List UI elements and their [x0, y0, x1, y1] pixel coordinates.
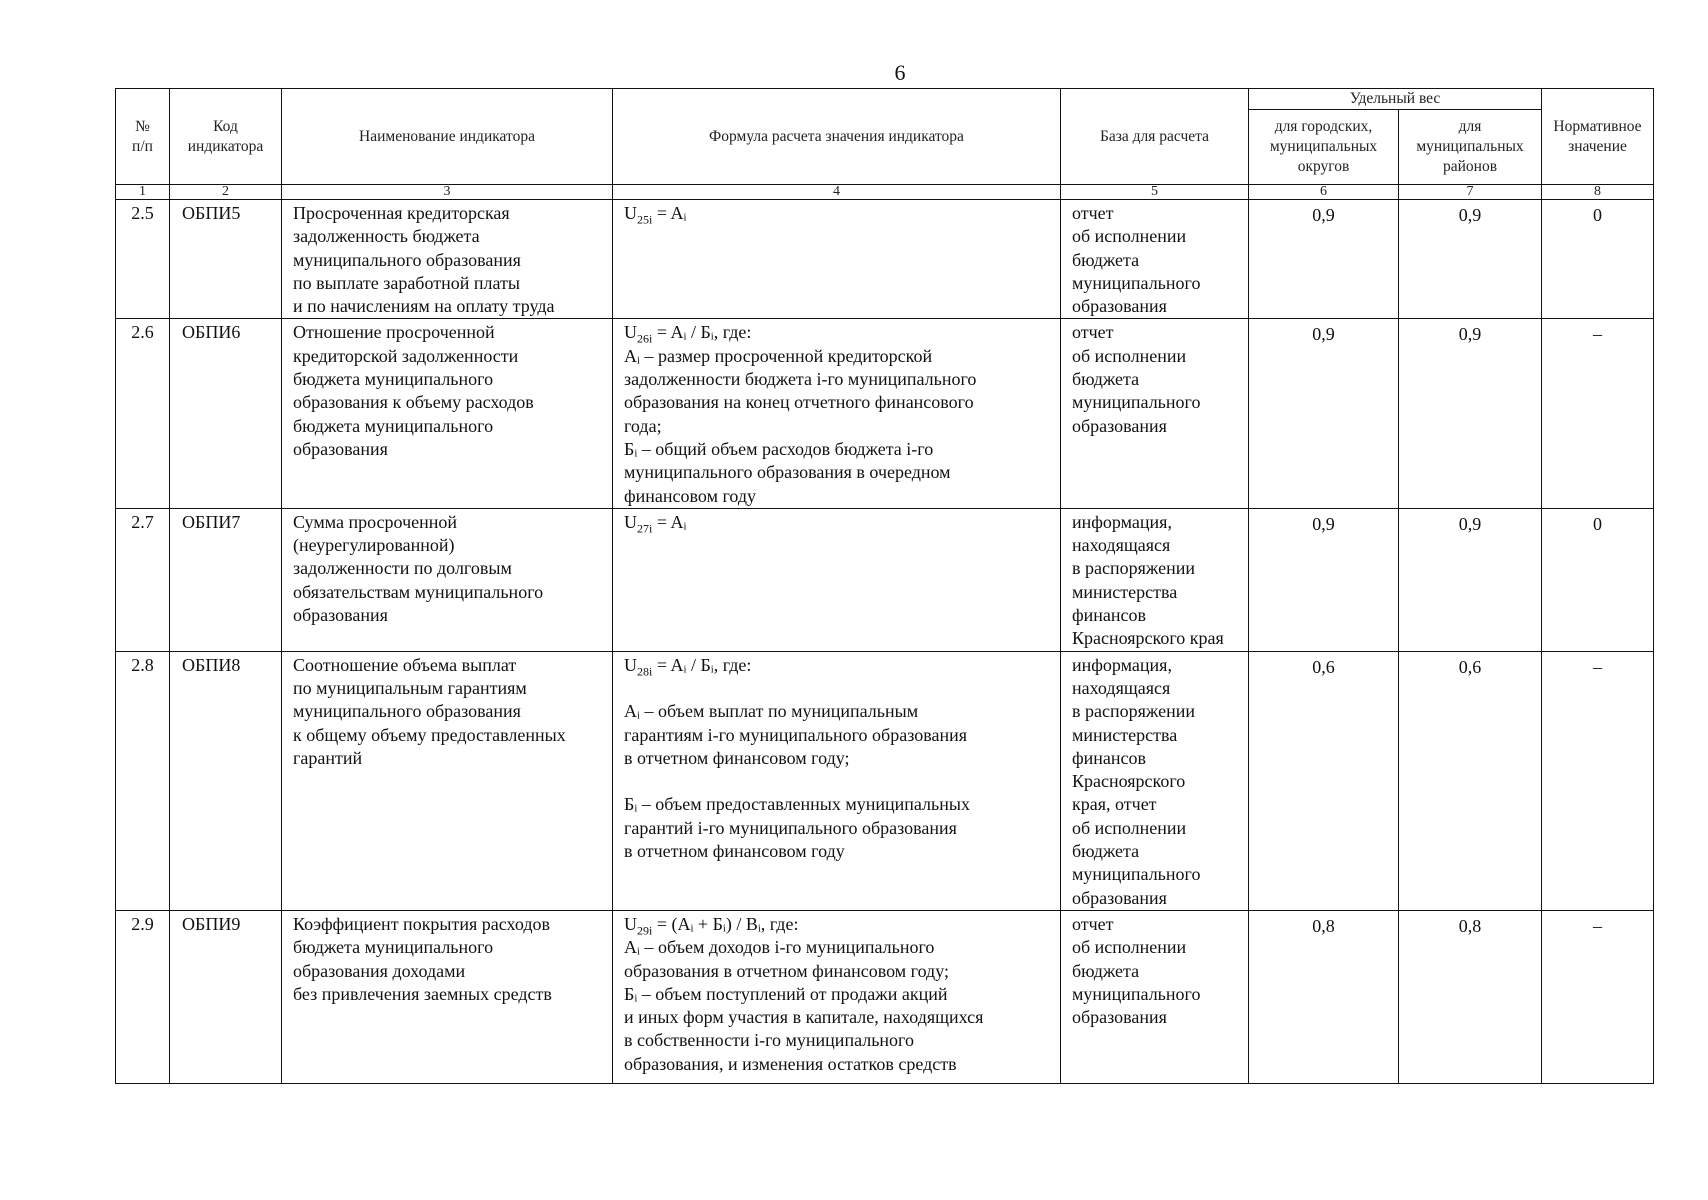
header-weight-urban — [1249, 110, 1399, 185]
table-row — [116, 200, 1654, 319]
text-line: муниципального образования — [293, 701, 521, 722]
text-line: отчет — [1072, 203, 1114, 223]
text-line: образования — [293, 605, 388, 626]
header-code — [170, 89, 282, 185]
text-line: бюджета — [1072, 841, 1140, 862]
text-line: значение — [1568, 137, 1627, 155]
text-line: для городских, — [1274, 118, 1373, 135]
indicator-code: ОБПИ5 — [170, 200, 282, 319]
calculation-base — [1061, 508, 1249, 651]
calculation-base — [1061, 651, 1249, 910]
text-line: Бᵢ – объем поступлений от продажи акций — [624, 983, 948, 1004]
formula-expression — [624, 511, 1056, 534]
text-line: муниципального — [1072, 983, 1201, 1004]
text-line: об исполнении — [1072, 226, 1187, 247]
text-line: гарантиям i-го муниципального образования — [624, 724, 968, 745]
column-number: 1 — [116, 185, 170, 200]
calculation-base — [1061, 910, 1249, 1083]
text-line: образования к объему расходов — [293, 392, 534, 413]
row-number: 2.9 — [116, 910, 170, 1083]
text-line: находящаяся — [1072, 535, 1171, 556]
text-line: министерства — [1072, 724, 1178, 745]
text-line: образования — [1072, 1007, 1167, 1028]
text-line: задолженности бюджета i-го муниципального — [624, 369, 977, 390]
formula-subscript: 26i — [637, 332, 653, 347]
text-line: образования, и изменения остатков средств — [624, 1053, 957, 1074]
text-line: гарантий — [293, 747, 363, 768]
table-row — [116, 651, 1654, 910]
formula-symbol: U — [624, 511, 637, 532]
text-line: в отчетном финансовом году; — [624, 747, 850, 768]
text-line: районов — [1442, 158, 1498, 175]
normative-value: – — [1542, 651, 1654, 910]
formula-rest: = Aᵢ — [652, 203, 687, 223]
text-line: информация, — [1072, 511, 1172, 532]
text-line: образования доходами — [293, 960, 466, 981]
weight-municipal-value: 0,9 — [1399, 200, 1542, 319]
formula-symbol: U — [624, 654, 637, 675]
column-number-row — [116, 185, 1654, 200]
text-line: Код — [213, 117, 238, 135]
weight-urban-value: 0,9 — [1249, 200, 1399, 319]
text-line: Бᵢ – общий объем расходов бюджета i-го — [624, 438, 934, 459]
indicator-code: ОБПИ7 — [170, 508, 282, 651]
weight-urban-value: 0,8 — [1249, 910, 1399, 1083]
formula-expression — [624, 202, 1056, 225]
weight-municipal-value: 0,6 — [1399, 651, 1542, 910]
header-weight-municipal — [1399, 110, 1542, 185]
indicator-name — [282, 319, 613, 508]
text-line: образования — [1072, 415, 1167, 436]
text-line: муниципальных — [1416, 138, 1524, 155]
text-line: в собственности i-го муниципального — [624, 1030, 914, 1051]
indicator-code: ОБПИ9 — [170, 910, 282, 1083]
text-line: № — [135, 117, 150, 135]
weight-municipal-value: 0,9 — [1399, 319, 1542, 508]
column-number: 7 — [1399, 185, 1542, 200]
text-line: и иных форм участия в капитале, находящихся — [624, 1007, 984, 1028]
text-line: обязательствам муниципального — [293, 581, 544, 602]
formula-subscript: 25i — [637, 212, 653, 227]
text-line: об исполнении — [1072, 817, 1187, 838]
text-line: муниципального — [1072, 864, 1201, 885]
text-line: Соотношение объема выплат — [293, 654, 517, 675]
header-num — [116, 89, 170, 185]
indicator-formula — [613, 910, 1061, 1083]
weight-municipal-value: 0,8 — [1399, 910, 1542, 1083]
formula-rest: = (Aᵢ + Бᵢ) / Bᵢ, где: — [652, 913, 799, 934]
weight-urban-value: 0,6 — [1249, 651, 1399, 910]
text-line: министерства — [1072, 581, 1178, 602]
formula-subscript: 29i — [637, 923, 653, 938]
text-line: об исполнении — [1072, 345, 1187, 366]
page-number: 6 — [894, 60, 906, 85]
formula-symbol: U — [624, 322, 637, 343]
formula-symbol: U — [624, 913, 637, 934]
indicator-formula — [613, 200, 1061, 319]
row-number: 2.6 — [116, 319, 170, 508]
weight-urban-value: 0,9 — [1249, 319, 1399, 508]
column-number: 4 — [613, 185, 1061, 200]
indicator-name — [282, 508, 613, 651]
indicators-table — [115, 88, 1654, 1084]
normative-value: 0 — [1542, 508, 1654, 651]
text-line: финансов — [1072, 605, 1147, 626]
formula-rest: = Aᵢ — [652, 511, 687, 532]
column-number: 8 — [1542, 185, 1654, 200]
text-line: Aᵢ – размер просроченной кредиторской — [624, 345, 933, 366]
indicator-name — [282, 200, 613, 319]
indicator-name — [282, 651, 613, 910]
text-line: информация, — [1072, 654, 1172, 675]
text-line: муниципального — [1072, 392, 1201, 413]
text-line: края, отчет — [1072, 794, 1157, 815]
row-number: 2.8 — [116, 651, 170, 910]
text-line: округов — [1297, 158, 1350, 175]
text-line: в распоряжении — [1072, 701, 1195, 722]
text-line: бюджета муниципального — [293, 415, 494, 436]
formula-expression — [624, 913, 1056, 936]
formula-rest: = Aᵢ / Бᵢ, где: — [652, 322, 752, 343]
text-line: Красноярского — [1072, 771, 1186, 792]
text-line: п/п — [132, 137, 153, 155]
text-line: Красноярского края — [1072, 628, 1224, 649]
table-row — [116, 319, 1654, 508]
blank-line — [624, 677, 1056, 700]
text-line: об исполнении — [1072, 937, 1187, 958]
text-line: финансовом году — [624, 485, 757, 506]
text-line: бюджета — [1072, 369, 1140, 390]
column-number: 5 — [1061, 185, 1249, 200]
text-line: образования — [293, 438, 388, 459]
formula-subscript: 28i — [637, 664, 653, 679]
text-line: для — [1458, 118, 1482, 135]
text-line: муниципального — [1072, 272, 1201, 293]
formula-symbol: U — [624, 203, 637, 223]
text-line: бюджета муниципального — [293, 937, 494, 958]
calculation-base — [1061, 319, 1249, 508]
text-line: (неурегулированной) — [293, 535, 455, 556]
text-line: бюджета — [1072, 249, 1140, 270]
table-row — [116, 508, 1654, 651]
row-number: 2.5 — [116, 200, 170, 319]
formula-expression — [624, 654, 1056, 677]
text-line: Сумма просроченной — [293, 511, 458, 532]
text-line: индикатора — [187, 137, 264, 155]
table-row — [116, 910, 1654, 1083]
indicator-formula — [613, 319, 1061, 508]
header-weight-group: Удельный вес — [1249, 89, 1542, 110]
indicator-formula — [613, 651, 1061, 910]
header-name: Наименование индикатора — [282, 89, 613, 185]
normative-value: – — [1542, 319, 1654, 508]
text-line: образования — [1072, 887, 1167, 908]
text-line: бюджета — [1072, 960, 1140, 981]
text-line: Aᵢ – объем выплат по муниципальным — [624, 701, 919, 722]
text-line: образования в отчетном финансовом году; — [624, 960, 949, 981]
text-line: образования на конец отчетного финансового — [624, 392, 974, 413]
text-line: бюджета муниципального — [293, 369, 494, 390]
text-line: в распоряжении — [1072, 558, 1195, 579]
header-row-top — [116, 89, 1654, 110]
text-line: кредиторской задолженности — [293, 345, 519, 366]
formula-expression — [624, 321, 1056, 347]
text-line: года; — [624, 415, 662, 436]
text-line: Отношение просроченной — [293, 322, 495, 343]
header-normative — [1542, 89, 1654, 185]
indicator-code: ОБПИ6 — [170, 319, 282, 508]
text-line: к общему объему предоставленных — [293, 724, 566, 745]
text-line: по выплате заработной платы — [293, 272, 520, 293]
text-line: муниципального образования — [293, 249, 521, 270]
weight-urban-value: 0,9 — [1249, 508, 1399, 651]
text-line: Нормативное — [1553, 117, 1642, 135]
text-line: гарантий i-го муниципального образования — [624, 817, 957, 838]
text-line: в отчетном финансовом году — [624, 841, 845, 862]
text-line: находящаяся — [1072, 677, 1171, 698]
text-line: задолженности по долговым — [293, 558, 512, 579]
indicator-name — [282, 910, 613, 1083]
indicator-formula — [613, 508, 1061, 651]
text-line: муниципального образования в очередном — [624, 462, 951, 483]
text-line: Просроченная кредиторская — [293, 203, 510, 223]
column-number: 6 — [1249, 185, 1399, 200]
text-line: отчет — [1072, 322, 1114, 343]
row-number: 2.7 — [116, 508, 170, 651]
calculation-base — [1061, 200, 1249, 319]
normative-value: 0 — [1542, 200, 1654, 319]
text-line: и по начислениям на оплату труда — [293, 296, 555, 317]
text-line: муниципальных — [1269, 138, 1378, 155]
text-line: Коэффициент покрытия расходов — [293, 913, 551, 934]
blank-line — [624, 770, 1056, 793]
header-base: База для расчета — [1061, 89, 1249, 185]
column-number: 2 — [170, 185, 282, 200]
normative-value: – — [1542, 910, 1654, 1083]
text-line: отчет — [1072, 913, 1114, 934]
formula-subscript: 27i — [637, 521, 653, 536]
formula-rest: = Aᵢ / Бᵢ, где: — [652, 654, 752, 675]
text-line: по муниципальным гарантиям — [293, 677, 527, 698]
text-line: финансов — [1072, 747, 1147, 768]
text-line: без привлечения заемных средств — [293, 983, 552, 1004]
indicator-code: ОБПИ8 — [170, 651, 282, 910]
text-line: задолженность бюджета — [293, 226, 480, 247]
table-body — [116, 200, 1654, 1084]
header-formula: Формула расчета значения индикатора — [613, 89, 1061, 185]
weight-municipal-value: 0,9 — [1399, 508, 1542, 651]
column-number: 3 — [282, 185, 613, 200]
text-line: образования — [1072, 296, 1167, 317]
text-line: Бᵢ – объем предоставленных муниципальных — [624, 794, 970, 815]
text-line: Aᵢ – объем доходов i-го муниципального — [624, 937, 935, 958]
